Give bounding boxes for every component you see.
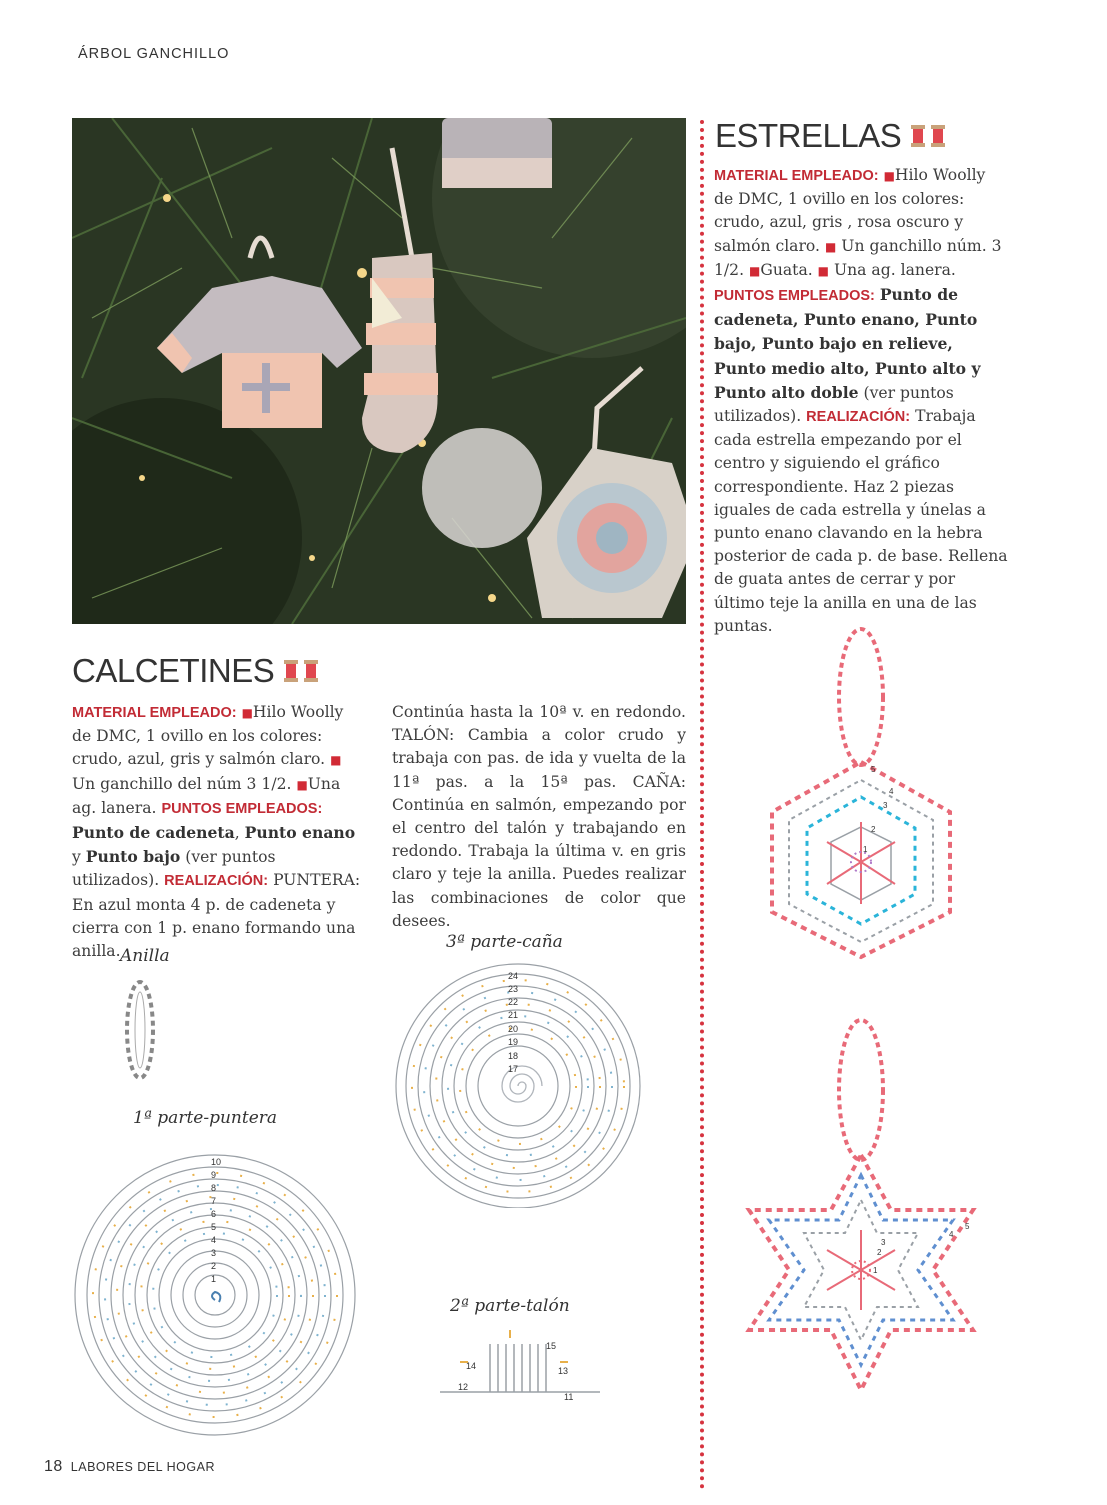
- puntera-row-label: 8: [211, 1183, 217, 1193]
- calcetines-material-2: Un ganchillo del núm 3 1/2.: [72, 774, 292, 793]
- puntera-diagram: [70, 1150, 360, 1440]
- calcetines-puntos-note: (ver puntos utilizados).: [72, 848, 276, 890]
- calcetines-material-label: MATERIAL EMPLEADO:: [72, 705, 237, 721]
- estrellas-material-2: Un ganchillo núm. 3 1/2.: [714, 236, 1002, 279]
- talon-diagram: [430, 1322, 610, 1402]
- caption-cana: 3ª parte-caña: [446, 932, 563, 952]
- estrella-1-diagram: [755, 622, 975, 962]
- calcetines-title-text: CALCETINES: [72, 652, 275, 689]
- estrellas-material-3: Guata.: [760, 260, 813, 279]
- anilla-diagram: [115, 975, 165, 1085]
- cana-row-label: 24: [508, 971, 519, 981]
- estrellas-title-text: ESTRELLAS: [715, 117, 902, 154]
- calcetines-col2: Continúa hasta la 10ª v. en redondo. TALÓN: Cambia a color crudo y trabaja con pas. de ida y vuelta de la 11ª pas. a la 15ª pas. CAÑA: Continúa en salmón, empezando por el centro del talón y trabajando en redondo. Trabaja la última v. en gris claro y teje la anilla. Puedes realizar las combinaciones de color que desees.: [392, 703, 686, 930]
- magazine-name: LABORES DEL HOGAR: [70, 1460, 215, 1474]
- calcetines-realizacion-label: REALIZACIÓN:: [164, 873, 269, 890]
- star1-row-label: 3: [883, 801, 888, 810]
- caption-puntera: 1ª parte-puntera: [133, 1108, 278, 1128]
- estrellas-puntos-note: (ver puntos utilizados).: [714, 383, 954, 426]
- star1-row-label: 4: [889, 787, 894, 796]
- puntera-row-label: 3: [211, 1248, 217, 1258]
- calcetines-material-1: Hilo Woolly de DMC, 1 ovillo en los colores: crudo, azul, gris y salmón claro.: [72, 703, 344, 769]
- star1-row-label: 1: [863, 845, 868, 854]
- talon-row-label: 12: [458, 1382, 469, 1392]
- estrellas-realizacion-text: Trabaja cada estrella empezando por el centro y siguiendo el gráfico correspondiente. Haz 2 piezas iguales de cada estrella y únelas a punto enano clavando en la hebra posterior de cada p. de base. Rellena de guata antes de cerrar y por último teje la anilla en una de las puntas.: [714, 407, 1008, 635]
- talon-row-label: 13: [558, 1366, 569, 1376]
- talon-row-label: 11: [564, 1392, 574, 1402]
- page-number: 18: [44, 1458, 63, 1475]
- estrellas-puntos-label: PUNTOS EMPLEADOS:: [714, 288, 875, 305]
- talon-row-label: 15: [546, 1341, 557, 1351]
- estrellas-material-1: Hilo Woolly de DMC, 1 ovillo en los colores: crudo, azul, gris , rosa oscuro y salmón claro.: [714, 166, 986, 255]
- cana-diagram: [362, 958, 674, 1208]
- tree-ornaments-image: [72, 118, 686, 624]
- cana-row-label: 17: [508, 1064, 519, 1074]
- calcetines-col1: MATERIAL EMPLEADO: ■Hilo Woolly de DMC, 1 ovillo en los colores: crudo, azul, gris y salmón claro. ■ Un ganchillo del núm 3 1/2. ■Una ag. lanera. PUNTOS EMPLEADOS: Punto de cadeneta, Punto enano y Punto bajo (ver puntos utilizados). REALIZACIÓN: PUNTERA: En azul monta 4 p. de cadeneta y cierra con 1 p. enano formando una anilla.: [72, 703, 361, 961]
- cana-row-label: 22: [508, 997, 519, 1007]
- estrellas-material-4: Una ag. lanera.: [833, 260, 956, 279]
- puntera-row-label: 7: [211, 1196, 217, 1206]
- spools-icon: [282, 654, 322, 692]
- calcetines-material-3: Una ag. lanera.: [72, 774, 341, 817]
- estrellas-title: [715, 117, 949, 157]
- puntera-row-label: 10: [211, 1157, 222, 1167]
- cana-row-label: 20: [508, 1024, 519, 1034]
- star1-row-label: 5: [871, 765, 876, 774]
- section-header: ÁRBOL GANCHILLO: [78, 46, 230, 62]
- caption-talon: 2ª parte-talón: [450, 1296, 570, 1316]
- puntera-row-label: 1: [211, 1274, 217, 1284]
- star1-row-label: 2: [871, 825, 876, 834]
- estrellas-material-label: MATERIAL EMPLEADO:: [714, 168, 879, 184]
- calcetines-puntos-2: Punto enano: [244, 823, 356, 843]
- cana-row-label: 23: [508, 984, 519, 994]
- puntera-row-label: 4: [211, 1235, 217, 1245]
- cana-row-label: 18: [508, 1051, 519, 1061]
- estrella-2-diagram: [743, 1015, 993, 1495]
- puntera-row-label: 6: [211, 1209, 217, 1219]
- cana-row-label: 19: [508, 1037, 519, 1047]
- star2-row-label: 1: [873, 1266, 878, 1275]
- ornaments-photo: [72, 118, 686, 624]
- spools-icon: [909, 119, 949, 157]
- cana-row-label: 21: [508, 1010, 519, 1020]
- estrellas-puntos-text: Punto de cadeneta, Punto enano, Punto bajo, Punto bajo en relieve, Punto medio alto, Punto alto y Punto alto doble: [714, 285, 981, 402]
- star2-row-label: 4: [949, 1230, 954, 1239]
- calcetines-puntos-3: Punto bajo: [85, 847, 181, 867]
- column-divider: [700, 120, 704, 1490]
- puntera-row-label: 5: [211, 1222, 217, 1232]
- caption-anilla: Anilla: [120, 946, 170, 966]
- star2-row-label: 5: [965, 1222, 970, 1231]
- puntera-row-label: 2: [211, 1261, 217, 1271]
- calcetines-title: [72, 652, 322, 692]
- estrellas-body: MATERIAL EMPLEADO: ■Hilo Woolly de DMC, 1 ovillo en los colores: crudo, azul, gris , rosa oscuro y salmón claro. ■ Un ganchillo núm. 3 1/2. ■Guata. ■ Una ag. lanera. PUNTOS EMPLEADOS: Punto de cadeneta, Punto enano, Punto bajo, Punto bajo en relieve, Punto medio alto, Punto alto y Punto alto doble (ver puntos utilizados). REALIZACIÓN: Trabaja cada estrella empezando por el centro y siguiendo el gráfico correspondiente. Haz 2 piezas iguales de cada estrella y únelas a punto enano clavando en la hebra posterior de cada p. de base. Rellena de guata antes de cerrar y por último teje la anilla en una de las puntas.: [714, 166, 1008, 635]
- estrellas-realizacion-label: REALIZACIÓN:: [806, 409, 911, 426]
- calcetines-realizacion-text: PUNTERA: En azul monta 4 p. de cadeneta y cierra con 1 p. enano formando una anilla.: [72, 871, 361, 961]
- calcetines-puntos-label: PUNTOS EMPLEADOS:: [161, 800, 323, 817]
- page-footer: [44, 1458, 215, 1476]
- calcetines-puntos-1: Punto de cadeneta: [72, 823, 235, 843]
- star2-row-label: 3: [881, 1238, 886, 1247]
- talon-row-label: 14: [466, 1361, 477, 1371]
- star2-row-label: 2: [877, 1248, 882, 1257]
- puntera-row-label: 9: [211, 1170, 217, 1180]
